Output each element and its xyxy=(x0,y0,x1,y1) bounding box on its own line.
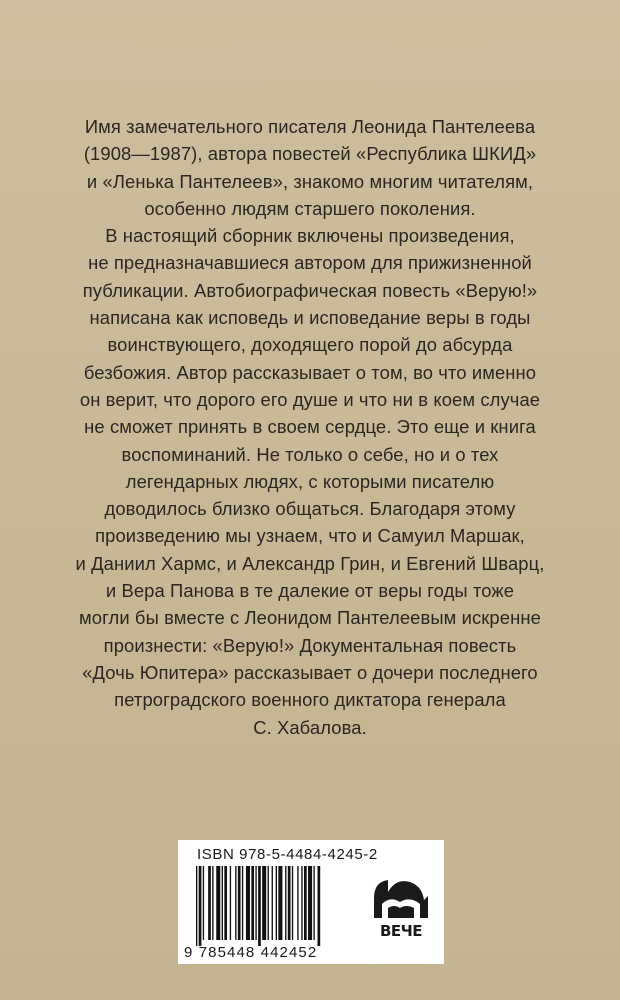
barcode-icon xyxy=(194,866,366,948)
annotation-line: он верит, что дорого его душе и что ни в коем случае xyxy=(79,388,541,410)
publisher-logo xyxy=(370,874,432,952)
ean-digits: 9 785448 442452 xyxy=(184,944,318,961)
annotation-line: и «Ленька Пантелеев», знакомо многим читателям, xyxy=(86,170,534,192)
annotation-line: написана как исповедь и исповедание веры в годы xyxy=(89,307,531,329)
annotation-line: воспоминаний. Не только о себе, но и о тех xyxy=(121,443,499,465)
annotation-line: петроградского военного диктатора генерала xyxy=(114,689,506,711)
annotation-line: и Вера Панова в те далекие от веры годы тоже xyxy=(105,580,515,602)
annotation-line: произведению мы узнаем, что и Самуил Маршак, xyxy=(95,525,525,547)
annotation-line: не предназначавшиеся автором для прижизненной xyxy=(88,252,532,274)
annotation-line: В настоящий сборник включены произведения, xyxy=(105,225,515,247)
annotation-line: могли бы вместе с Леонидом Пантелеевым искренне xyxy=(79,607,541,629)
annotation-line: не сможет принять в своем сердце. Это еще и книга xyxy=(84,416,536,438)
annotation-line: и Даниил Хармс, и Александр Грин, и Евгений Шварц, xyxy=(75,552,545,574)
publisher-logo-text: ВЕЧЕ xyxy=(379,922,423,940)
isbn-number: ISBN 978-5-4484-4245-2 xyxy=(197,846,378,863)
annotation-line: Имя замечательного писателя Леонида Пантелеева xyxy=(84,116,536,137)
annotation-line: «Дочь Юпитера» рассказывает о дочери последнего xyxy=(82,661,538,683)
annotation-line: публикации. Автобиографическая повесть «Верую!» xyxy=(82,279,538,301)
annotation-line: произнести: «Верую!» Документальная повесть xyxy=(103,634,517,656)
annotation-text xyxy=(60,113,560,741)
annotation-line: легендарных людях, с которыми писателю xyxy=(125,470,495,492)
annotation-line: воинствующего, доходящего порой до абсурда xyxy=(107,334,513,356)
annotation-line: (1908—1987), автора повестей «Республика ШКИД» xyxy=(83,143,537,165)
annotation-line: доводилось близко общаться. Благодаря этому xyxy=(104,498,516,520)
annotation-line: особенно людям старшего поколения. xyxy=(144,197,476,219)
annotation-line: безбожия. Автор рассказывает о том, во что именно xyxy=(83,361,537,383)
annotation-line: С. Хабалова. xyxy=(253,716,367,738)
